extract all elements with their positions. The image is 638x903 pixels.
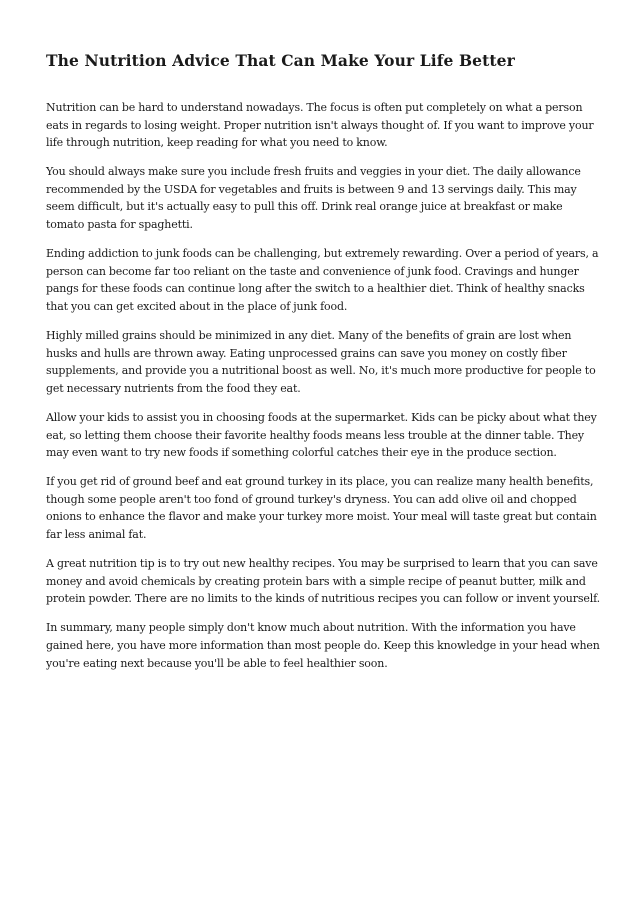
paragraph-1: Nutrition can be hard to understand nowadays. The focus is often put completely on what a person eats in regards to losing weight. Proper nutrition isn't always thought of. If you want to improve your life through nutrition, keep reading for what you need to know.: [46, 101, 594, 150]
paragraph-2: You should always make sure you include fresh fruits and veggies in your diet. The daily allowance recommended by the USDA for vegetables and fruits is between 9 and 13 servings daily. This may seem difficult, but it's actually easy to pull this off. Drink real orange juice at breakfast or make tomato pasta for spaghetti.: [46, 165, 581, 232]
paragraph-3: Ending addiction to junk foods can be challenging, but extremely rewarding. Over a period of years, a person can become far too reliant on the taste and convenience of junk food. Cravings and hunger pangs for these foods can continue long after the switch to a healthier diet. Think of healthy snacks that you can get excited about in the place of junk food.: [46, 247, 599, 313]
paragraph-5: Allow your kids to assist you in choosing foods at the supermarket. Kids can be picky about what they eat, so letting them choose their favorite healthy foods means less trouble at the dinner table. They may even want to try new foods if something colorful catches their eye in the produce section.: [46, 410, 597, 460]
paragraph-8: In summary, many people simply don't know much about nutrition. With the information you have gained here, you have more information than most people do. Keep this knowledge in your head when you're eating next because you'll be able to feel healthier soon.: [46, 621, 600, 670]
paragraph-4: Highly milled grains should be minimized in any diet. Many of the benefits of grain are lost when husks and hulls are thrown away. Eating unprocessed grains can save you money on costly fiber supplements, and provide you a nutritional boost as well. No, it's much more productive for people to get necessary nutrients from the food they eat.: [46, 329, 596, 395]
document-title: The Nutrition Advice That Can Make Your Life Better: [46, 51, 515, 70]
paragraph-6: If you get rid of ground beef and eat ground turkey in its place, you can realize many health benefits, though some people aren't too fond of ground turkey's dryness. You can add olive oil and chopped onions to enhance the flavor and make your turkey more moist. Your meal will taste great but contain far less animal fat.: [46, 475, 597, 541]
paragraph-7: A great nutrition tip is to try out new healthy recipes. You may be surprised to learn that you can save money and avoid chemicals by creating protein bars with a simple recipe of peanut butter, milk and protein powder. There are no limits to the kinds of nutritious recipes you can follow or invent yourself.: [46, 557, 600, 606]
